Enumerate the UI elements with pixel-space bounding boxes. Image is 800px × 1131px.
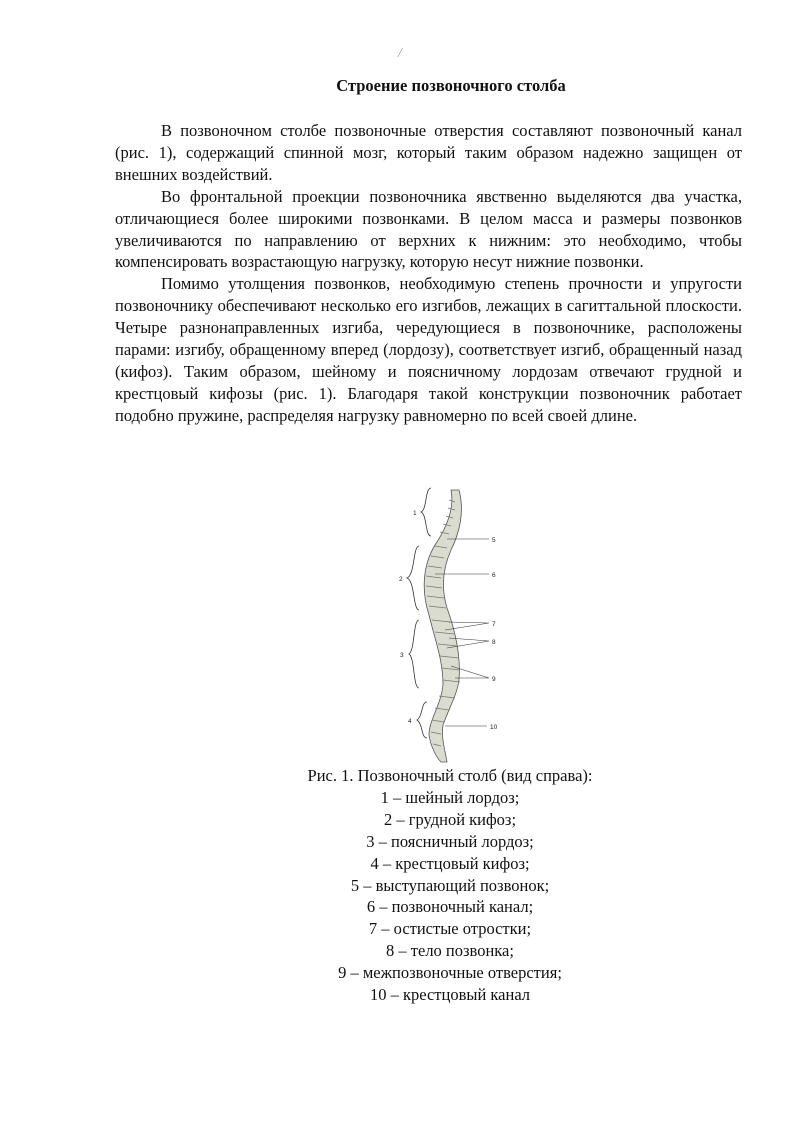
spine-illustration (385, 480, 525, 765)
figure-caption (190, 765, 710, 1006)
figure-label-5: 5 (492, 537, 496, 544)
caption-title: Рис. 1. Позвоночный столб (вид справа): (307, 766, 593, 785)
body-text (115, 120, 742, 427)
figure-label-6: 6 (492, 572, 496, 579)
figure-label-1: 1 (413, 510, 417, 517)
caption-item: 1 – шейный лордоз; (380, 787, 520, 807)
figure-label-4: 4 (408, 718, 412, 725)
figure-label-10: 10 (490, 724, 498, 731)
spine-figure (385, 480, 525, 765)
figure-label-3: 3 (400, 652, 404, 659)
caption-item: 5 – выступающий позвонок; (350, 875, 550, 895)
figure-label-7: 7 (492, 621, 496, 628)
caption-item: 3 – поясничный лордоз; (366, 831, 534, 851)
caption-item: 2 – грудной кифоз; (383, 809, 517, 829)
figure-label-8: 8 (492, 639, 496, 646)
caption-item: 10 – крестцовый канал (369, 985, 531, 1005)
caption-item: 9 – межпозвоночные отверстия; (338, 963, 562, 983)
caption-item: 4 – крестцовый кифоз; (370, 853, 530, 873)
spinal-column-shape (424, 490, 461, 762)
figure-label-2: 2 (399, 576, 403, 583)
page-mark: / (398, 46, 402, 61)
caption-item: 8 – тело позвонка; (386, 941, 514, 961)
paragraph: Помимо утолщения позвонков, необходимую степень прочности и упругости позвоночнику обеспечивают несколько его изгибов, лежащих в сагиттальной плоскости. Четыре разнонаправленных изгиба, чередующиеся в позвоночнике, расположены парами: изгибу, обращенному вперед (лордозу), соответствует изгиб, обращенный назад (кифоз). Таким образом, шейному и поясничному лордозам отвечают грудной и крестцовый кифозы (рис. 1). Благодаря такой конструкции позвоночник работает подобно пружине, распределяя нагрузку равномерно по всей своей длине. (115, 274, 742, 425)
figure-label-9: 9 (492, 676, 496, 683)
caption-item: 7 – остистые отростки; (368, 919, 532, 939)
paragraph: Во фронтальной проекции позвоночника явственно выделяются два участка, отличающиеся более широкими позвонками. В целом масса и размеры позвонков увеличиваются по направлению от верхних к нижним: это необходимо, чтобы компенсировать возрастающую нагрузку, которую несут нижние позвонки. (115, 186, 742, 272)
caption-item: 6 – позвоночный канал; (366, 897, 534, 917)
paragraph: В позвоночном столбе позвоночные отверстия составляют позвоночный канал (рис. 1), содержащий спинной мозг, который таким образом надежно защищен от внешних воздействий. (115, 121, 742, 184)
region-brackets (407, 488, 431, 738)
page-title: Строение позвоночного столба (336, 76, 566, 95)
